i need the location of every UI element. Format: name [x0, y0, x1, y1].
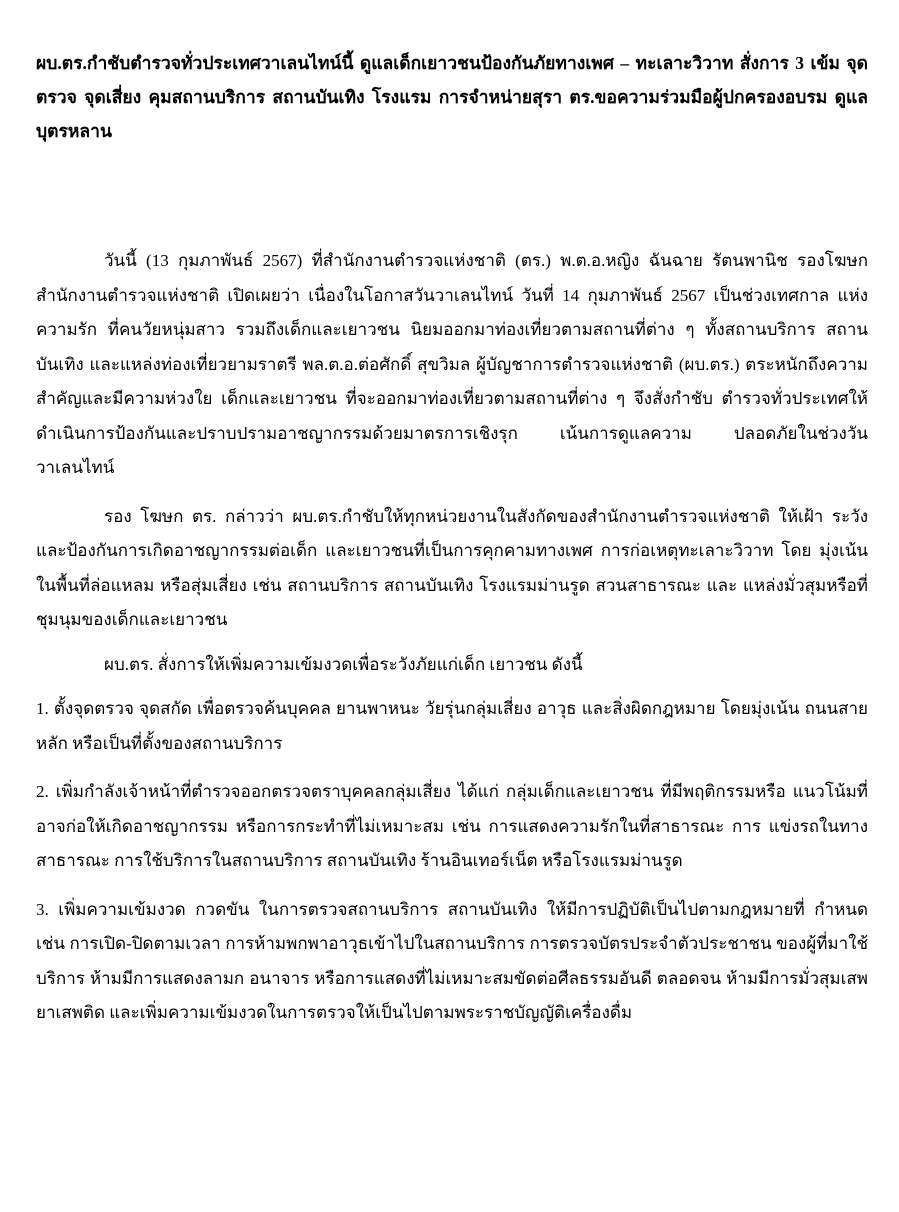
blank-spacer	[36, 148, 868, 244]
body-paragraph-3: ผบ.ตร. สั่งการให้เพิ่มความเข้มงวดเพื่อระวังภัยแก่เด็ก เยาวชน ดังนี้	[104, 654, 583, 674]
document-headline: ผบ.ตร.กำชับตำรวจทั่วประเทศวาเลนไทน์นี้ ดูแลเด็กเยาวชนป้องกันภัยทางเพศ – ทะเลาะวิวาท สั่งการ 3 เข้ม จุดตรวจ จุดเสี่ยง คุมสถานบริการ สถานบันเทิง โรงแรม การจำหน่ายสุรา ตร.ขอความร่วมมือผู้ปกครองอบรม ดูแลบุตรหลาน	[36, 53, 868, 141]
body-paragraph-2: รอง โฆษก ตร. กล่าวว่า ผบ.ตร.กำชับให้ทุกหน่วยงานในสังกัดของสำนักงานตำรวจแห่งชาติ ให้เฝ้า ระวังและป้องกันการเกิดอาชญากรรมต่อเด็ก และเยาวชนที่เป็นการคุกคามทางเพศ การก่อเหตุทะเลาะวิวาท โดย มุ่งเน้นในพื้นที่ล่อแหลม หรือสุ่มเสี่ยง เช่น สถานบริการ สถานบันเทิง โรงแรมม่านรูด สวนสาธารณะ และ แหล่งมั่วสุมหรือที่ชุมนุมของเด็กและเยาวชน	[36, 506, 868, 629]
body-paragraph-1: วันนี้ (13 กุมภาพันธ์ 2567) ที่สำนักงานตำรวจแห่งชาติ (ตร.) พ.ต.อ.หญิง ฉันฉาย รัตนพานิช รองโฆษก สำนักงานตำรวจแห่งชาติ เปิดเผยว่า เนื่องในโอกาสวันวาเลนไทน์ วันที่ 14 กุมภาพันธ์ 2567 เป็นช่วงเทศกาล แห่งความรัก ที่คนวัยหนุ่มสาว รวมถึงเด็กและเยาวชน นิยมออกมาท่องเที่ยวตามสถานที่ต่าง ๆ ทั้งสถานบริการ สถานบันเทิง และแหล่งท่องเที่ยวยามราตรี พล.ต.อ.ต่อศักดิ์ สุขวิมล ผู้บัญชาการตำรวจแห่งชาติ (ผบ.ตร.) ตระหนักถึงความสำคัญและมีความห่วงใย เด็กและเยาวชน ที่จะออกมาท่องเที่ยวตามสถานที่ต่าง ๆ จึงสั่งกำชับ ตำรวจทั่วประเทศให้ดำเนินการป้องกันและปราบปรามอาชญากรรมด้วยมาตรการเชิงรุก เน้นการดูแลความ ปลอดภัยในช่วงวันวาเลนไทน์	[36, 251, 868, 477]
list-item-3: 3. เพิ่มความเข้มงวด กวดขัน ในการตรวจสถานบริการ สถานบันเทิง ให้มีการปฏิบัติเป็นไปตามกฎหมายที่ กำหนด เช่น การเปิด-ปิดตามเวลา การห้ามพกพาอาวุธเข้าไปในสถานบริการ การตรวจบัตรประจำตัวประชาชน ของผู้ที่มาใช้บริการ ห้ามมีการแสดงลามก อนาจาร หรือการแสดงที่ไม่เหมาะสมขัดต่อศีลธรรมอันดี ตลอดจน ห้ามมีการมั่วสุมเสพยาเสพติด และเพิ่มความเข้มงวดในการตรวจให้เป็นไปตามพระราชบัญญัติเครื่องดื่ม	[36, 899, 868, 1022]
list-item-1: 1. ตั้งจุดตรวจ จุดสกัด เพื่อตรวจค้นบุคคล ยานพาหนะ วัยรุ่นกลุ่มเสี่ยง อาวุธ และสิ่งผิดกฎหมาย โดยมุ่งเน้น ถนนสายหลัก หรือเป็นที่ตั้งของสถานบริการ	[36, 699, 868, 753]
list-item-2: 2. เพิ่มกำลังเจ้าหน้าที่ตำรวจออกตรวจตราบุคคลกลุ่มเสี่ยง ได้แก่ กลุ่มเด็กและเยาวชน ที่มีพฤติกรรมหรือ แนวโน้มที่อาจก่อให้เกิดอาชญากรรม หรือการกระทำที่ไม่เหมาะสม เช่น การแสดงความรักในที่สาธารณะ การ แข่งรถในทางสาธารณะ การใช้บริการในสถานบริการ สถานบันเทิง ร้านอินเทอร์เน็ต หรือโรงแรมม่านรูด	[36, 782, 868, 870]
document-page	[36, 46, 868, 1031]
